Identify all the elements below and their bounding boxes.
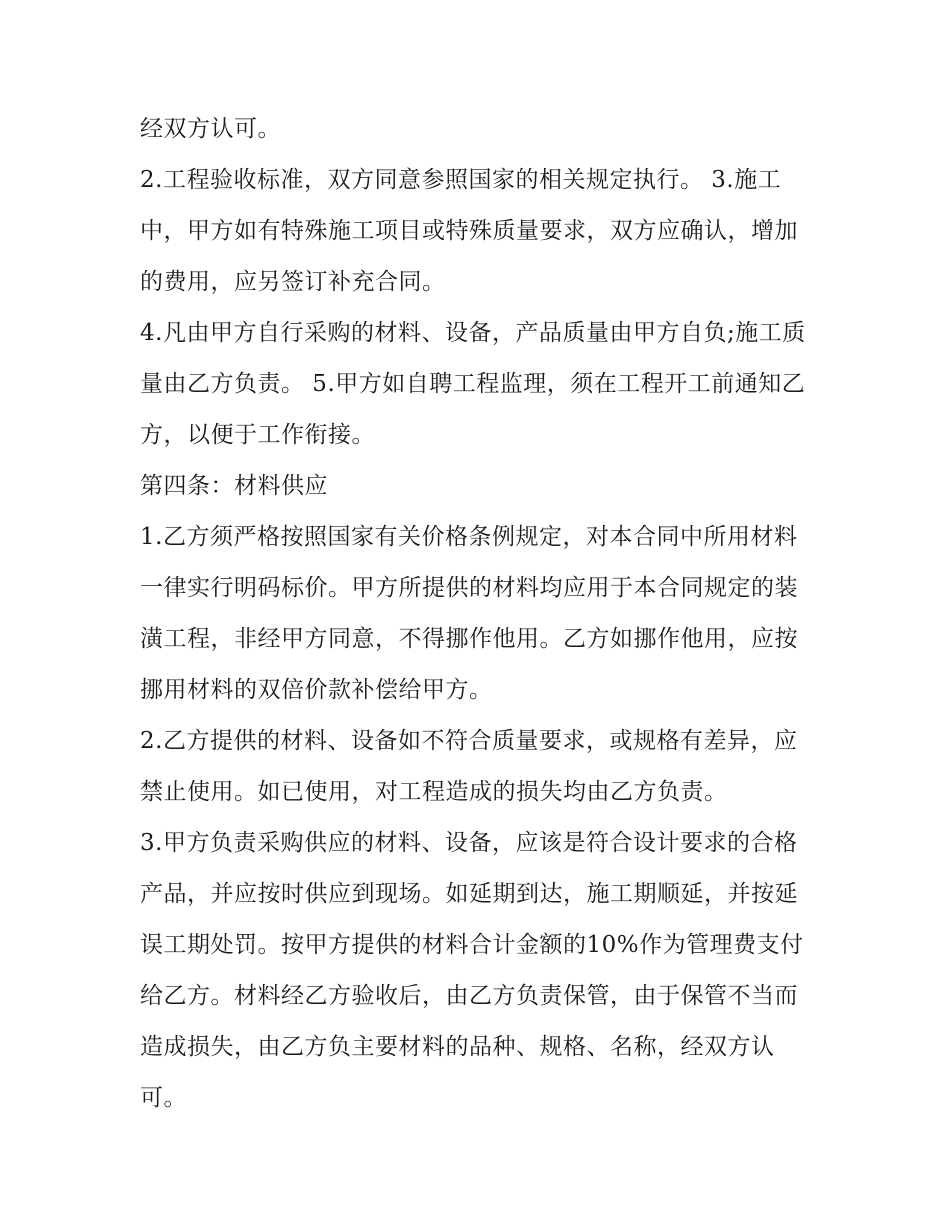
paragraph-1: 经双方认可。 (140, 116, 281, 142)
paragraph-2: 2.工程验收标准，双方同意参照国家的相关规定执行。 3.施工中，甲方如有特殊施工项目或特殊质量要求，双方应确认，增加的费用，应另签订补充合同。 (140, 167, 798, 295)
section-heading: 第四条：材料供应 (140, 473, 328, 499)
paragraph-5: 1.乙方须严格按照国家有关价格条例规定，对本合同中所用材料一律实行明码标价。甲方所提供的材料均应用于本合同规定的装潢工程，非经甲方同意，不得挪作他用。乙方如挪作他用，应按挪用材料的双倍价款补偿给甲方。 (140, 524, 798, 703)
paragraph-3: 4.凡由甲方自行采购的材料、设备，产品质量由甲方自负;施工质量由乙方负责。 5.甲方如自聘工程监理，须在工程开工前通知乙方，以便于工作衔接。 (140, 320, 806, 448)
paragraph-7: 3.甲方负责采购供应的材料、设备，应该是符合设计要求的合格产品，并应按时供应到现场。如延期到达，施工期顺延，并按延误工期处罚。按甲方提供的材料合计金额的10%作为管理费支付给乙方。材料经乙方验收后，由乙方负责保管，由于保管不当而造成损失，由乙方负主要材料的品种、规格、名称，经双方认可。 (140, 830, 804, 1111)
document-body (140, 104, 820, 1124)
paragraph-6: 2.乙方提供的材料、设备如不符合质量要求，或规格有差异，应禁止使用。如已使用，对工程造成的损失均由乙方负责。 (140, 728, 798, 805)
